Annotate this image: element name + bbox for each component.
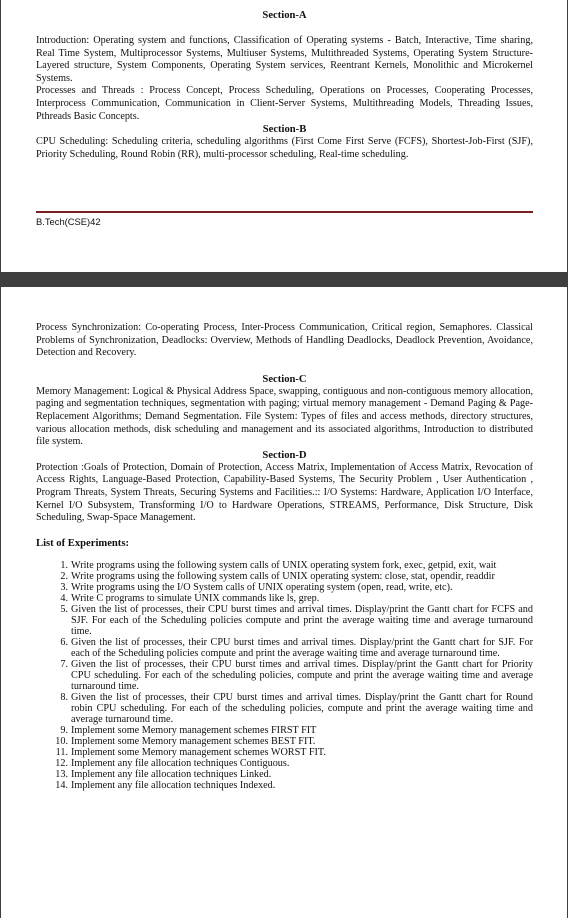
- experiment-number: 8.: [60, 691, 68, 703]
- experiment-item: [36, 560, 533, 571]
- footer-divider: [36, 211, 533, 213]
- section-d-title: Section-D: [262, 449, 307, 461]
- experiment-item: [36, 582, 533, 593]
- experiment-text: Implement any file allocation techniques Linked.: [71, 768, 272, 780]
- experiment-number: 11.: [55, 746, 68, 758]
- experiment-number: 9.: [60, 724, 68, 736]
- section-c-title: Section-C: [262, 373, 307, 385]
- experiment-number: 1.: [60, 559, 68, 571]
- experiment-item: [36, 780, 533, 791]
- experiment-text: Given the list of processes, their CPU burst times and arrival times. Display/print the Gantt chart for Priority CPU scheduling. For each of the scheduling policies, compute and print the average waiting time and average turnaround time.: [71, 658, 533, 692]
- experiment-number: 13.: [55, 768, 68, 780]
- experiment-number: 3.: [60, 581, 68, 593]
- document-page-1: [1, 0, 567, 272]
- experiment-item: [36, 736, 533, 747]
- experiments-title: List of Experiments:: [36, 537, 129, 549]
- experiment-item: [36, 747, 533, 758]
- experiment-item: [36, 571, 533, 582]
- experiment-number: 12.: [55, 757, 68, 769]
- experiment-text: Implement some Memory management schemes WORST FIT.: [71, 746, 326, 758]
- experiment-text: Given the list of processes, their CPU burst times and arrival times. Display/print the Gantt chart for FCFS and SJF. For each of the Scheduling policies compute and print the average waiting time and average turnaround time.: [71, 603, 533, 637]
- experiment-number: 6.: [60, 636, 68, 648]
- document-page-2: [1, 287, 567, 918]
- section-a-title: Section-A: [262, 10, 307, 21]
- experiment-text: Write C programs to simulate UNIX commands like ls, grep.: [71, 592, 320, 604]
- experiment-number: 7.: [60, 658, 68, 670]
- experiment-item: [36, 593, 533, 604]
- experiment-text: Implement any file allocation techniques Contiguous.: [71, 757, 290, 769]
- section-d-protection: Protection :Goals of Protection, Domain of Protection, Access Matrix, Implementation of Access Matrix, Revocation of Access Rights, Language-Based Protection, Capability-Based Systems, The Security Problem , User Authentication , Program Threats, System Threats, Securing Systems and Facilities.:: I/O Systems: Hardware, Application I/O Interface, Kernel I/O Subsystem, Transforming I/O to Hardware Operations, STREAMS, Performance, Disk Structure, Disk Scheduling, Swap-Space Management.: [36, 461, 533, 524]
- experiment-text: Write programs using the following system calls of UNIX operating system fork, exec, getpid, exit, wait: [71, 559, 497, 571]
- section-b-title: Section-B: [262, 124, 307, 136]
- experiment-item: [36, 637, 533, 659]
- section-c-memory-management: Memory Management: Logical & Physical Address Space, swapping, contiguous and non-contiguous memory allocation, paging and segmentation techniques, segmentation with paging; virtual memory management - Demand Paging & Page- Replacement Algorithms; Demand Segmentation. File System: Types of files and access methods, directory structures, various allocation methods, disk scheduling and management and its associated algorithms, Introduction to distributed file system.: [36, 385, 533, 448]
- experiment-item: [36, 725, 533, 736]
- experiment-text: Implement some Memory management schemes FIRST FIT: [71, 724, 317, 736]
- section-a-processes: Processes and Threads : Process Concept, Process Scheduling, Operations on Processes, Cooperating Processes, Interprocess Communication, Communication in Client-Server Systems, Multithreading Models, Threading Issues, Pthreads Basic Concepts.: [36, 85, 533, 122]
- experiment-number: 14.: [55, 779, 68, 791]
- experiment-number: 2.: [60, 570, 68, 582]
- section-b-process-synchronization: Process Synchronization: Co-operating Process, Inter-Process Communication, Critical region, Semaphores. Classical Problems of Synchronization, Deadlocks: Overview, Methods of Handling Deadlocks, Deadlock Prevention, Avoidance, Detection and Recovery.: [36, 322, 533, 359]
- experiment-item: [36, 769, 533, 780]
- section-b-cpu-scheduling: CPU Scheduling: Scheduling criteria, scheduling algorithms (First Come First Serve (FCFS), Shortest-Job-First (SJF), Priority Scheduling, Round Robin (RR), multi-processor scheduling, Real-time scheduling.: [36, 136, 533, 160]
- experiment-number: 10.: [55, 735, 68, 747]
- experiments-list: [36, 560, 533, 791]
- experiment-text: Write programs using the following system calls of UNIX operating system: close, stat, opendir, readdir: [71, 570, 495, 582]
- experiment-item: [36, 659, 533, 692]
- experiment-text: Implement any file allocation techniques Indexed.: [71, 779, 276, 791]
- experiment-number: 4.: [60, 592, 68, 604]
- experiment-item: [36, 758, 533, 769]
- experiment-text: Implement some Memory management schemes BEST FIT.: [71, 735, 316, 747]
- section-a-introduction: Introduction: Operating system and functions, Classification of Operating systems - Batch, Interactive, Time sharing, Real Time System, Multiprocessor Systems, Multiuser Systems, Multithreaded Systems, Operating System Structure- Layered structure, System Components, Operating System services, Reentrant Kernels, Monolithic and Microkernel Systems.: [36, 35, 533, 84]
- experiment-text: Write programs using the I/O System calls of UNIX operating system (open, read, write, etc).: [71, 581, 453, 593]
- experiment-text: Given the list of processes, their CPU burst times and arrival times. Display/print the Gantt chart for Round robin CPU scheduling. For each of the scheduling policies, compute and print the average waiting time and average turnaround time.: [71, 691, 533, 725]
- experiment-item: [36, 604, 533, 637]
- experiment-text: Given the list of processes, their CPU burst times and arrival times. Display/print the Gantt chart for SJF. For each of the Scheduling policies compute and print the average waiting time and average turnaround time.: [71, 636, 533, 659]
- footer-course-code: B.Tech(CSE)42: [36, 216, 101, 227]
- experiment-item: [36, 692, 533, 725]
- experiment-number: 5.: [60, 603, 68, 615]
